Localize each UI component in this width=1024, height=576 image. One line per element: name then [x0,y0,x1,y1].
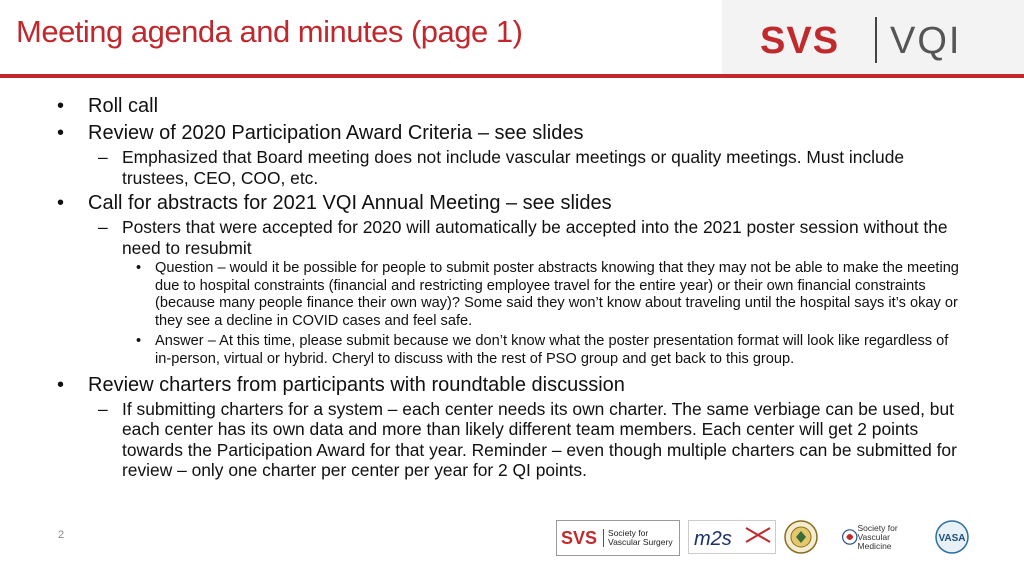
svs-abbr: SVS [561,527,598,548]
agenda-subitem-text: If submitting charters for a system – each center needs its own charter. The same verbiage can be used, but each center has its own data and more than likely different team members. Each center will get 2 points towards the Participation Award for that year. Reminder – even though multiple charters can be submitted for review – only one charter per center per year for 2 QI points. [122,398,957,481]
logo-vqi-text: VQI [890,20,962,62]
agenda-detail-text: Answer – At this time, please submit because we don’t know what the poster presentation format will look like regardless of in-person, virtual or hybrid. Cheryl to discuss with the rest of PSO group and get back to this group. [155,333,949,367]
agenda-item-text: Review of 2020 Participation Award Criteria – see slides [88,122,584,144]
agenda-item [0,93,984,120]
agenda-item-text: Roll call [88,95,159,117]
page-title: Meeting agenda and minutes (page 1) [16,14,523,49]
page-number: 2 [58,529,65,541]
agenda-subitem [0,217,968,258]
vasa-logo [932,520,974,554]
agenda-item-text: Call for abstracts for 2021 VQI Annual Meeting – see slides [88,192,612,214]
bullet-marker: • [136,260,142,276]
header-rule [0,74,1024,78]
agenda-subitem-text: Posters that were accepted for 2020 will automatically be accepted into the 2021 poster session without the need to resubmit [122,217,948,258]
bullet-marker: • [57,192,65,214]
agenda-item [0,372,984,399]
dash-marker: – [98,147,108,167]
bullet-marker: • [57,373,65,396]
m2s-logo-mark [688,520,776,554]
svs-vqi-logo [722,0,1024,76]
svm-emblem-icon [842,522,858,552]
agenda-subitem [0,399,968,481]
agenda-detail-answer [0,333,962,368]
logo-svs-text: SVS [760,20,840,62]
vasa-text: VASA [938,533,966,544]
agenda-item-text: Review charters from participants with roundtable discussion [88,373,625,396]
svm-logo [842,520,924,554]
bullet-marker: • [57,95,65,117]
svs-society-logo [556,520,680,556]
agenda-item [0,120,984,147]
m2s-text: m2s [694,528,732,550]
svs-name: Society for Vascular Surgery [603,529,679,547]
dash-marker: – [98,398,108,419]
logo-divider [875,17,877,63]
bullet-marker: • [136,333,142,350]
agenda-detail-question [0,260,962,330]
agenda-detail-text: Question – would it be possible for people to submit poster abstracts knowing that they may not be able to make the meeting due to hospital constraints (financial and restricting employee travel for the entire year) or their own financial constraints (because many people finance their own way)? Some said they won’t know about traveling until the hospital says it’s okay or they see a decline in COVID cases and feel safe. [155,260,959,329]
agenda-subitem-text: Emphasized that Board meeting does not include vascular meetings or quality meetings. Must include trustees, CEO, COO, etc. [122,147,905,188]
agenda-item [0,190,984,217]
agenda-subitem [0,147,968,188]
svm-name: Society for Vascular Medicine [857,522,898,551]
m2s-logo [688,520,776,554]
bullet-marker: • [57,122,65,144]
association-seal-icon [784,520,818,554]
dash-marker: – [98,217,108,237]
agenda-list [0,93,1024,483]
